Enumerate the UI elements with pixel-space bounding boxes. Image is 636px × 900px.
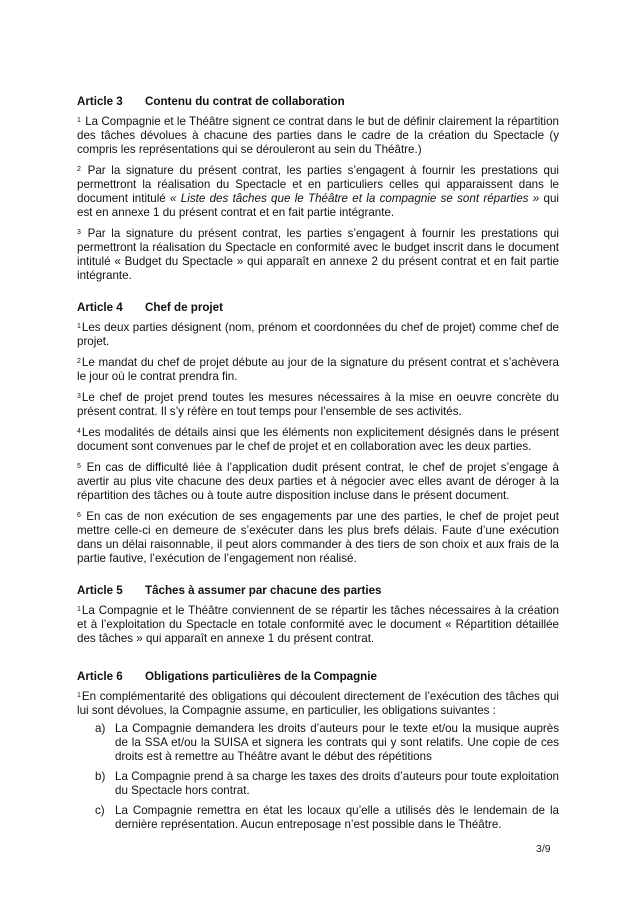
article-heading bbox=[77, 301, 559, 315]
paragraph bbox=[77, 690, 559, 718]
list-item-label: c) bbox=[95, 804, 105, 817]
paragraph-text: En cas de difficulté liée à l’application dudit présent contrat, le chef de projet s’engage à avertir au plus vite chacune des deux parties et à négocier avec elles avant de déroger à la répartition des tâches ou à toute autre disposition incluse dans le présent document. bbox=[77, 461, 559, 502]
document-reference: « Liste des tâches que le Théâtre et la compagnie se sont réparties » bbox=[170, 192, 540, 205]
paragraph-text: qui est en annexe 1 du présent contrat et en fait partie intégrante. bbox=[77, 192, 559, 219]
paragraph-number: 1 bbox=[77, 117, 81, 124]
list-item bbox=[77, 722, 559, 764]
article-heading bbox=[77, 95, 559, 109]
paragraph bbox=[77, 461, 559, 503]
list-item-text: La Compagnie remettra en état les locaux qu’elle a utilisés dès le lendemain de la dernière représentation. Aucun entreposage n’est possible dans le Théâtre. bbox=[115, 804, 559, 831]
article-heading bbox=[77, 584, 559, 598]
paragraph-number: 3 bbox=[77, 229, 81, 236]
paragraph-text: Par la signature du présent contrat, les parties s’engagent à fournir les prestations qui permettront la réalisation du Spectacle et en particuliers celles qui apparaissent dans le document intitulé bbox=[77, 164, 559, 205]
paragraph-text: La Compagnie et le Théâtre signent ce contrat dans le but de définir clairement la répartition des tâches dévolues à chacune des parties dans le cadre de la création du Spectacle (y compris les représentations qui se dérouleront au sein du Théâtre.) bbox=[77, 115, 559, 156]
article-heading bbox=[77, 670, 559, 684]
paragraph-text: Les deux parties désignent (nom, prénom et coordonnées du chef de projet) comme chef de projet. bbox=[77, 321, 559, 348]
paragraph-number: 3 bbox=[77, 393, 81, 400]
paragraph bbox=[77, 426, 559, 454]
paragraph-text: Les modalités de détails ainsi que les éléments non explicitement désignés dans le présent document sont convenues par le chef de projet et en collaboration avec les deux parties. bbox=[77, 426, 559, 453]
article-3 bbox=[77, 95, 559, 283]
article-title: Tâches à assumer par chacune des parties bbox=[145, 584, 382, 597]
obligations-list bbox=[77, 722, 559, 832]
paragraph-number: 2 bbox=[77, 358, 81, 365]
paragraph-text: La Compagnie et le Théâtre conviennent de se répartir les tâches nécessaires à la création et à l’exploitation du Spectacle en totale conformité avec le document « Répartition détaillée des tâches » qui apparaît en annexe 1 du présent contrat. bbox=[77, 604, 559, 645]
list-item-text: La Compagnie demandera les droits d’auteurs pour le texte et/ou la musique auprès de la SSA et/ou la SUISA et signera les contrats qui y sont relatifs. Une copie de ces droits est à remettre au Théâtre avant le début des répétitions bbox=[115, 722, 559, 763]
paragraph-number: 2 bbox=[77, 166, 81, 173]
paragraph-text: Le mandat du chef de projet débute au jour de la signature du présent contrat et s’achèvera le jour où le contrat prendra fin. bbox=[77, 356, 559, 383]
paragraph bbox=[77, 391, 559, 419]
paragraph bbox=[77, 115, 559, 157]
list-item bbox=[77, 804, 559, 832]
list-item bbox=[77, 770, 559, 798]
paragraph bbox=[77, 164, 559, 220]
paragraph-number: 1 bbox=[77, 606, 81, 613]
article-number: Article 3 bbox=[77, 95, 123, 108]
paragraph-number: 1 bbox=[77, 323, 81, 330]
document-page bbox=[77, 95, 559, 850]
paragraph bbox=[77, 321, 559, 349]
paragraph-text: En cas de non exécution de ses engagements par une des parties, le chef de projet peut mettre celle-ci en demeure de s’exécuter dans les plus brefs délais. Faute d’une exécution dans un délai raisonnable, il peut alors commander à des tiers de son choix et aux frais de la partie fautive, l’exécution de l’engagement non réalisé. bbox=[77, 510, 559, 565]
article-title: Chef de projet bbox=[145, 301, 223, 314]
paragraph bbox=[77, 227, 559, 283]
article-title: Contenu du contrat de collaboration bbox=[145, 95, 345, 108]
list-item-text: La Compagnie prend à sa charge les taxes des droits d’auteurs pour toute exploitation du Spectacle hors contrat. bbox=[115, 770, 559, 797]
article-6 bbox=[77, 670, 559, 832]
paragraph-number: 5 bbox=[77, 463, 81, 470]
list-item-label: a) bbox=[95, 722, 106, 735]
page-number: 3/9 bbox=[536, 843, 551, 855]
paragraph-text: Par la signature du présent contrat, les parties s’engagent à fournir les prestations qui permettront la réalisation du Spectacle en conformité avec le budget inscrit dans le document intitulé « Budget du Spectacle » qui apparaît en annexe 2 du présent contrat et en fait partie intégrante. bbox=[77, 227, 559, 282]
article-number: Article 6 bbox=[77, 670, 123, 683]
paragraph-text: En complémentarité des obligations qui découlent directement de l’exécution des tâches qui lui sont dévolues, la Compagnie assume, en particulier, les obligations suivantes : bbox=[77, 690, 559, 717]
article-title: Obligations particulières de la Compagnie bbox=[145, 670, 377, 683]
article-4 bbox=[77, 301, 559, 566]
paragraph bbox=[77, 604, 559, 646]
paragraph bbox=[77, 510, 559, 566]
paragraph bbox=[77, 356, 559, 384]
paragraph-number: 6 bbox=[77, 512, 81, 519]
paragraph-number: 1 bbox=[77, 692, 81, 699]
list-item-label: b) bbox=[95, 770, 106, 783]
article-5 bbox=[77, 584, 559, 646]
article-number: Article 5 bbox=[77, 584, 123, 597]
paragraph-text: Le chef de projet prend toutes les mesures nécessaires à la mise en oeuvre concrète du présent contrat. Il s’y réfère en tout temps pour l’ensemble de ses activités. bbox=[77, 391, 559, 418]
paragraph-number: 4 bbox=[77, 428, 81, 435]
article-number: Article 4 bbox=[77, 301, 123, 314]
